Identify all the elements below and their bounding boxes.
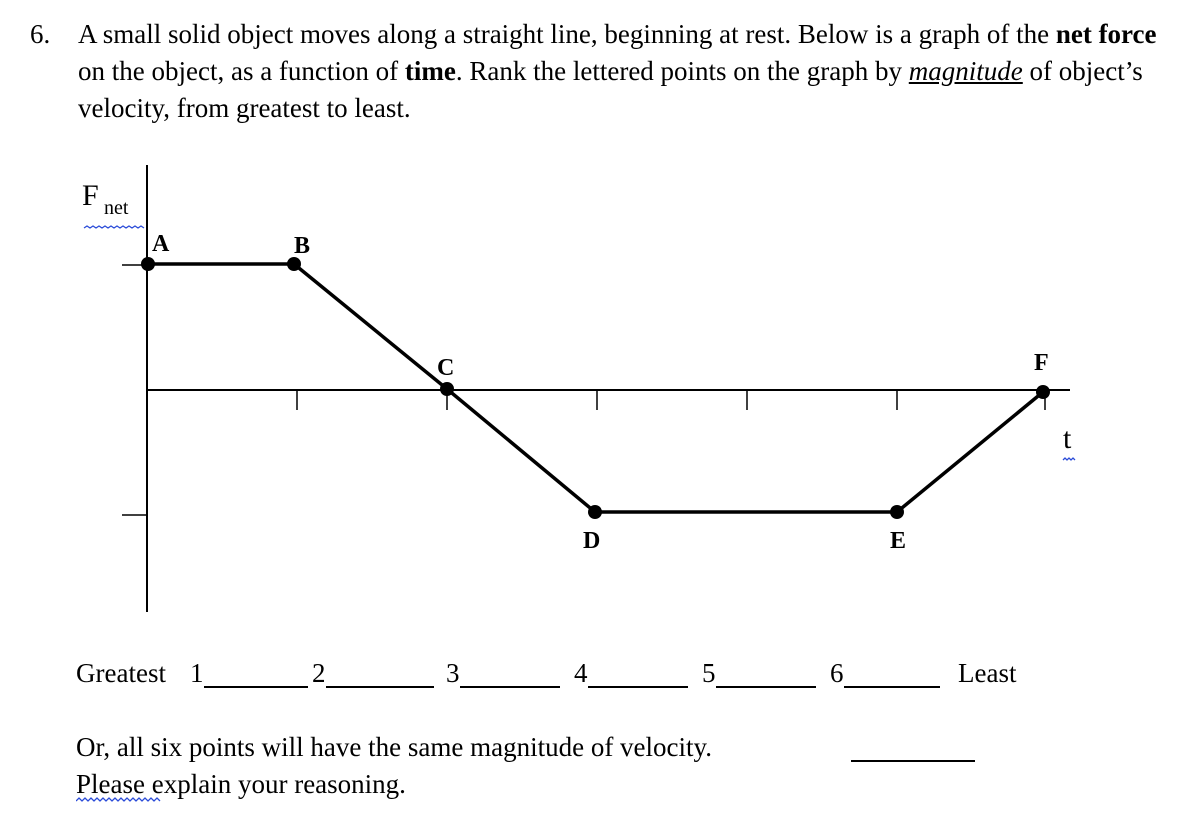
question-text-part4: of object’s velocity, from greatest to least.	[78, 56, 1143, 123]
point-label-d: D	[583, 528, 601, 554]
rank-slot-1-blank[interactable]	[204, 686, 308, 688]
point-b-marker	[287, 257, 301, 271]
net-force-emphasis: net force	[1055, 19, 1157, 49]
time-emphasis: time	[404, 56, 456, 86]
spellcheck-underline	[84, 226, 144, 228]
least-label: Least	[958, 658, 1017, 688]
spellcheck-underline	[1063, 458, 1075, 460]
explain-first-word: Please	[76, 769, 145, 799]
point-label-f: F	[1034, 350, 1049, 376]
alternative-text: Or, all six points will have the same magnitude of velocity.	[76, 732, 713, 762]
question-number: 6.	[30, 19, 51, 49]
question-text-part1: A small solid object moves along a straight line, beginning at rest. Below is a graph of the	[78, 19, 1056, 49]
question-text-part3: . Rank the lettered points on the graph by	[455, 56, 909, 86]
explain-line	[76, 767, 406, 801]
point-label-b: B	[294, 233, 311, 259]
spellcheck-underline	[76, 797, 166, 803]
rank-slot-3-blank[interactable]	[460, 686, 560, 688]
rank-slot-6-number: 6	[830, 658, 844, 688]
rank-slot-2-number: 2	[312, 658, 326, 688]
y-axis-subscript: net	[104, 197, 129, 219]
question-text-part2: on the object, as a function of	[78, 56, 405, 86]
point-d-marker	[588, 505, 602, 519]
point-label-a: A	[152, 231, 170, 257]
point-a-marker	[141, 257, 155, 271]
rank-slot-5-number: 5	[702, 658, 716, 688]
greatest-label: Greatest	[76, 658, 166, 688]
rank-slot-4-blank[interactable]	[588, 686, 688, 688]
rank-slot-3-number: 3	[446, 658, 460, 688]
rank-slot-6-blank[interactable]	[844, 686, 940, 688]
rank-slot-1-number: 1	[190, 658, 204, 688]
rank-slot-4-number: 4	[574, 658, 588, 688]
alternative-blank[interactable]	[851, 760, 975, 762]
explain-rest: explain your reasoning.	[144, 769, 406, 799]
point-label-c: C	[437, 355, 455, 381]
x-axis-label: t	[1063, 422, 1072, 455]
point-e-marker	[890, 505, 904, 519]
point-f-marker	[1036, 385, 1050, 399]
point-label-e: E	[890, 528, 907, 554]
rank-slot-2-blank[interactable]	[326, 686, 434, 688]
point-c-marker	[440, 382, 454, 396]
rank-slot-5-blank[interactable]	[716, 686, 816, 688]
force-curve	[148, 264, 1043, 512]
y-axis-label: F	[82, 179, 99, 212]
magnitude-emphasis: magnitude	[908, 56, 1023, 86]
alternative-line	[76, 730, 712, 764]
